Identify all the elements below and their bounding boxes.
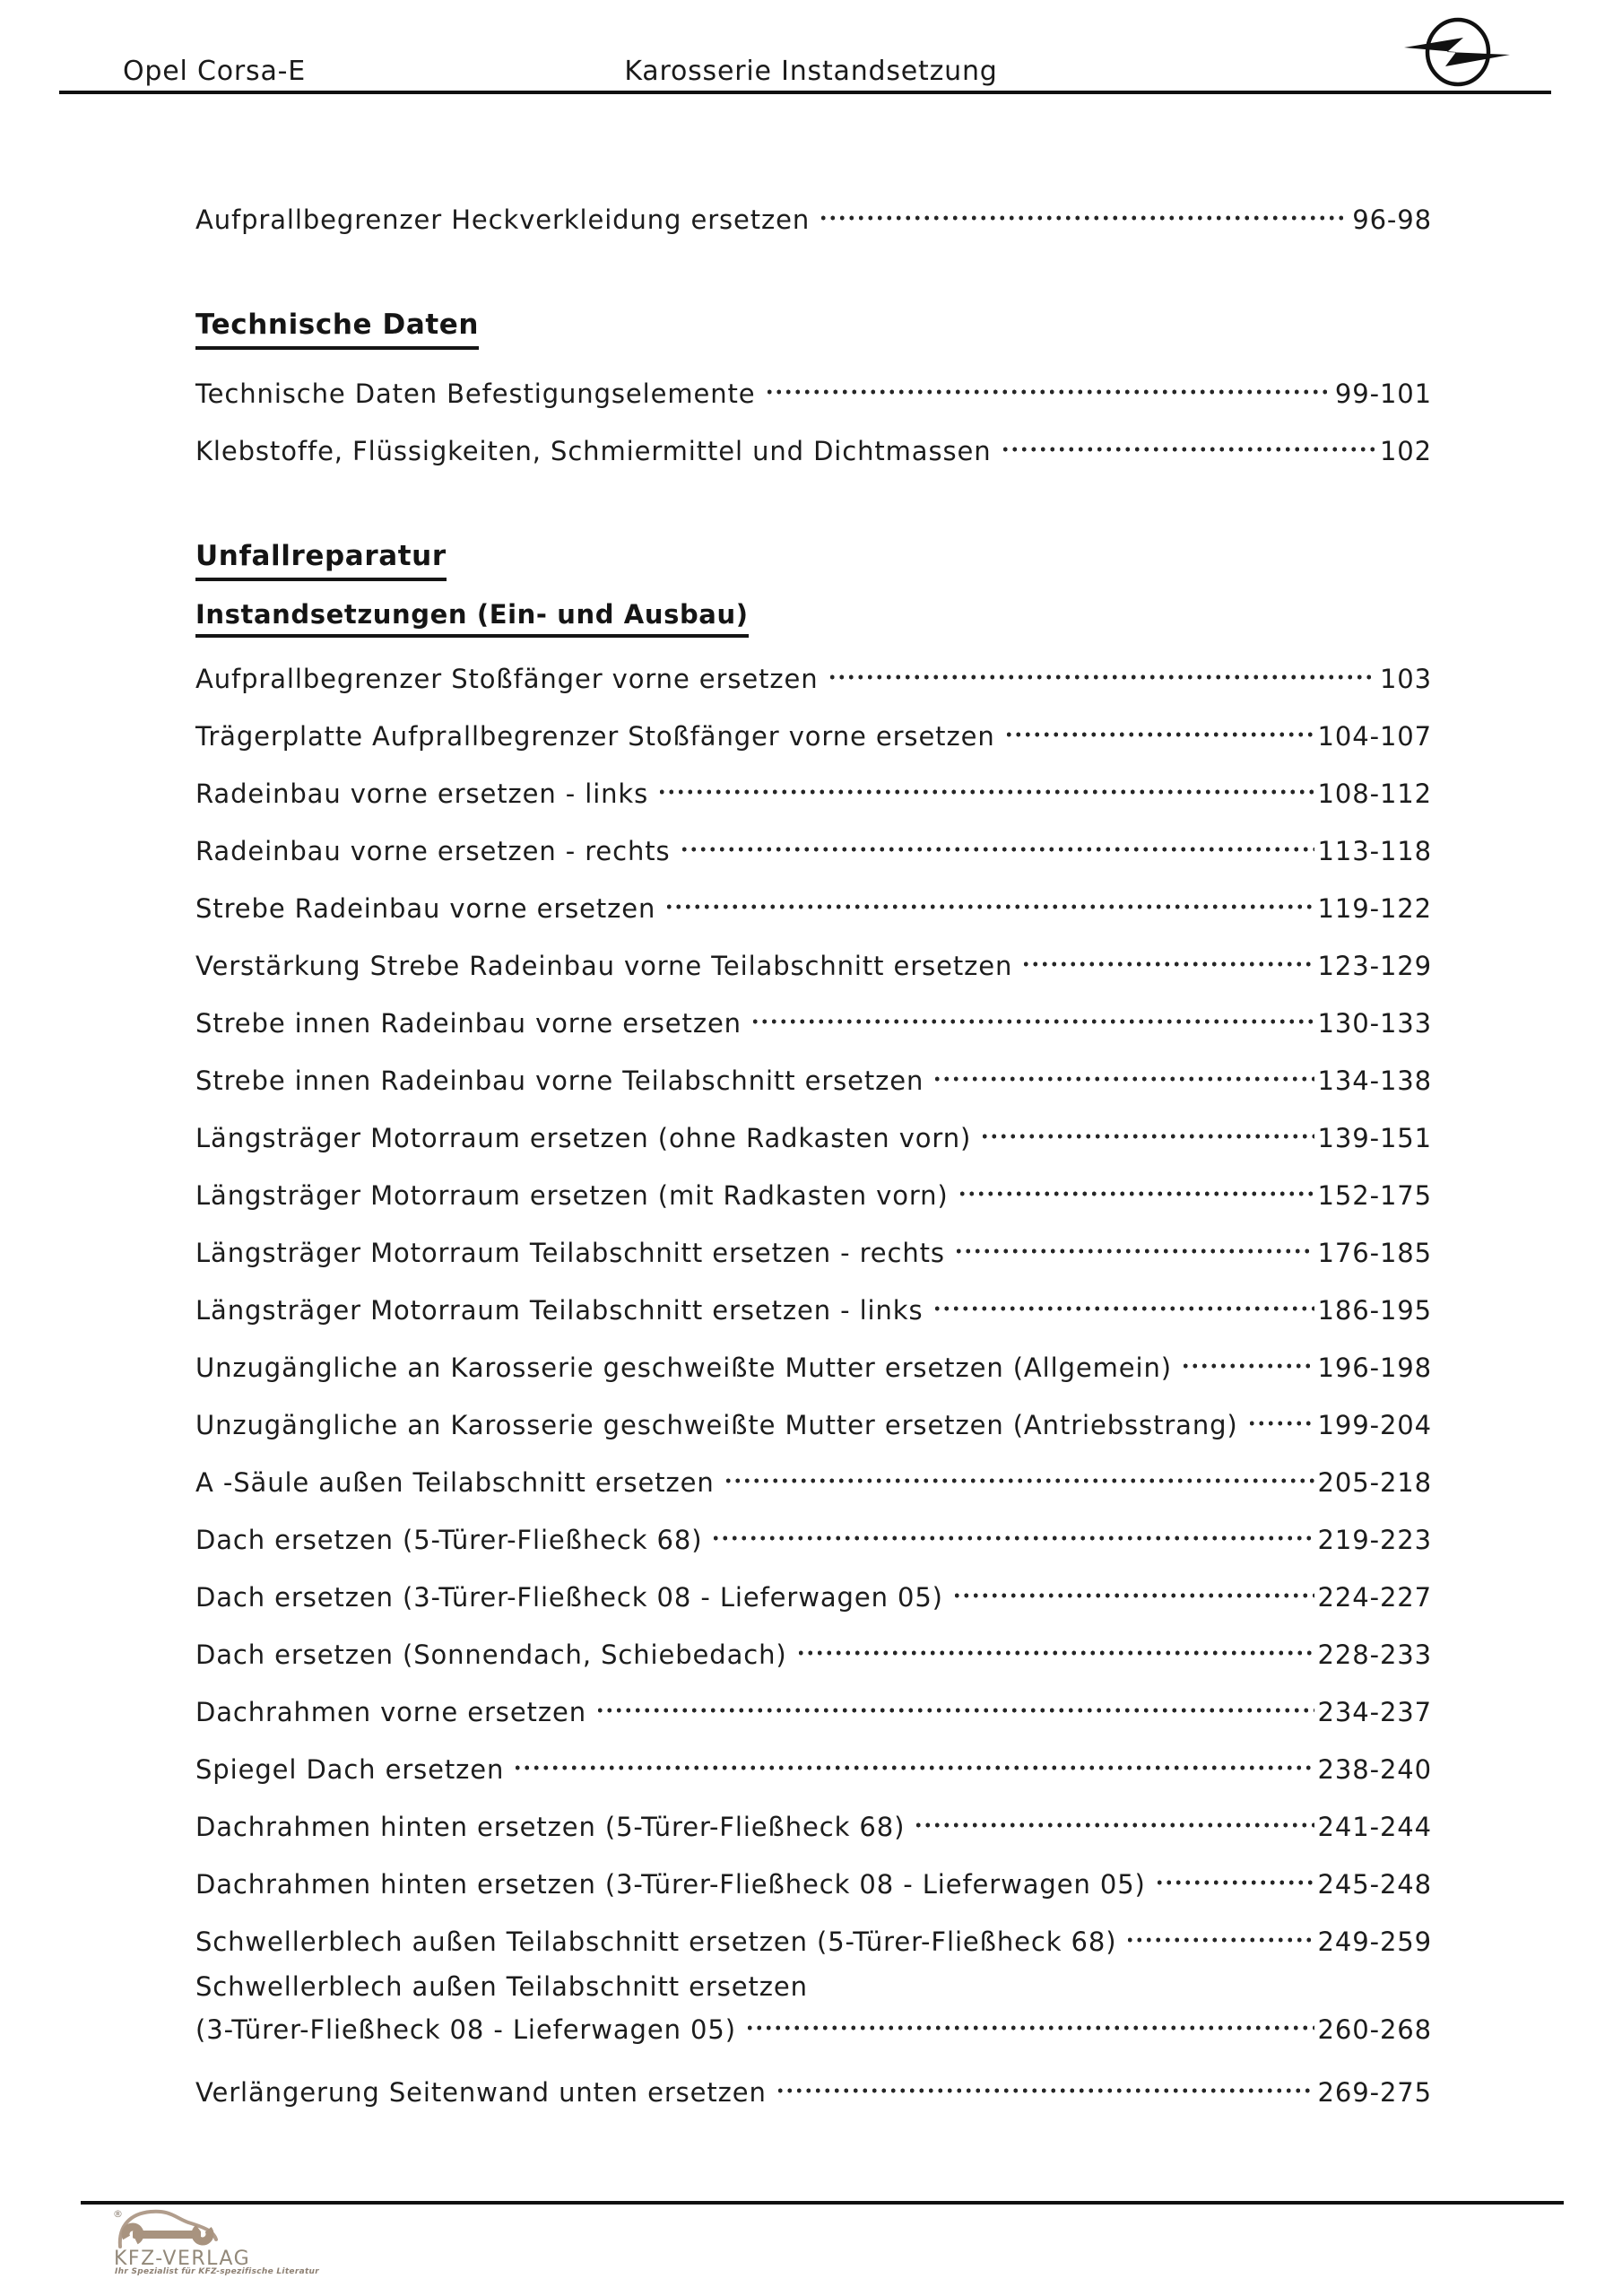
toc-entry-pages: 234-237 [1317,1697,1432,1727]
toc-entry [195,762,1432,820]
dot-leader [657,762,1314,809]
document-section-title: Karosserie Instandsetzung [624,56,998,87]
toc-entry [195,648,1432,705]
toc-entry-pages: 102 [1379,436,1432,466]
header-rule [59,91,1551,94]
toc-entry-label: Dach ersetzen (5-Türer-Fließheck 68) [195,1525,703,1555]
toc-entry-label: Längsträger Motorraum Teilabschnitt ersetzen - rechts [195,1238,945,1268]
toc-entry [195,1107,1432,1164]
toc-subsection [195,599,1432,642]
toc-entry [195,705,1432,762]
dot-leader [1001,420,1376,466]
toc-entry-pages: 108-112 [1317,778,1432,809]
toc-entry-pages: 176-185 [1317,1238,1432,1268]
car-wrench-icon [117,2209,224,2252]
toc-entry-label: Strebe innen Radeinbau vorne Teilabschnitt ersetzen [195,1065,924,1096]
toc-entry-two-line [195,1968,1432,2054]
opel-blitz-icon [1404,7,1522,93]
toc-entry-pages: 238-240 [1317,1754,1432,1785]
dot-leader [745,2009,1314,2045]
footer-rule [81,2201,1564,2205]
toc-entry-pages: 99-101 [1334,378,1432,409]
dot-leader [595,1681,1314,1727]
toc-entry-label-line2: (3-Türer-Fließheck 08 - Lieferwagen 05) [195,2014,736,2045]
dot-leader [680,820,1314,866]
toc-entry-label: Dachrahmen hinten ersetzen (5-Türer-Fließheck 68) [195,1812,906,1842]
toc-entry-pages: 224-227 [1317,1582,1432,1613]
toc-entry-label: Längsträger Motorraum ersetzen (ohne Radkasten vorn) [195,1123,972,1153]
toc-entry-label: Trägerplatte Aufprallbegrenzer Stoßfänger vorne ersetzen [195,721,995,752]
toc-entry-label: Technische Daten Befestigungselemente [195,378,756,409]
dot-leader [1247,1394,1314,1440]
section-subheading: Instandsetzungen (Ein- und Ausbau) [195,599,749,638]
toc-entry-label: Strebe innen Radeinbau vorne ersetzen [195,1008,742,1039]
toc-entry-pages: 96-98 [1352,204,1432,235]
toc-entry-label: Dachrahmen vorne ersetzen [195,1697,586,1727]
toc-entry [195,188,1432,246]
toc-entry [195,935,1432,992]
toc-entry-label: Aufprallbegrenzer Stoßfänger vorne ersetzen [195,664,819,694]
publisher-logo-text: KFZ-VERLAG [114,2248,251,2270]
toc-entry-pages: 139-151 [1317,1123,1432,1153]
toc-entry-pages: 119-122 [1317,893,1432,924]
publisher-tagline: Ihr Spezialist für KFZ-spezifische Literatur [115,2267,319,2276]
dot-leader [1004,705,1314,752]
dot-leader [1155,1853,1314,1900]
toc-entry-pages: 152-175 [1317,1180,1432,1211]
toc-entry-label: Spiegel Dach ersetzen [195,1754,505,1785]
toc-entry [195,877,1432,935]
toc-entry-label: Radeinbau vorne ersetzen - links [195,778,649,809]
toc-entry [195,1049,1432,1107]
toc-entry [195,1222,1432,1279]
toc-entry [195,1566,1432,1623]
toc-entry-label: Dach ersetzen (Sonnendach, Schiebedach) [195,1639,787,1670]
toc-entry [195,992,1432,1049]
dot-leader [750,992,1314,1039]
dot-leader [932,1049,1314,1096]
dot-leader [1021,935,1314,981]
toc-entry-pages: 245-248 [1317,1869,1432,1900]
toc-entry [195,1279,1432,1336]
dot-leader [776,2061,1314,2108]
toc-entry-pages: 269-275 [1317,2077,1432,2108]
toc-entry [195,362,1432,420]
toc-entry-pages: 186-195 [1317,1295,1432,1326]
toc-entry-pages: 123-129 [1317,951,1432,981]
dot-leader [954,1222,1314,1268]
toc-entry [195,2061,1432,2118]
dot-leader [828,648,1376,694]
toc-entry [195,1623,1432,1681]
toc-entry-label: Klebstoffe, Flüssigkeiten, Schmiermittel und Dichtmassen [195,436,992,466]
toc-entry-label: Dach ersetzen (3-Türer-Fließheck 08 - Lieferwagen 05) [195,1582,943,1613]
dot-leader [724,1451,1314,1498]
toc-entry [195,1336,1432,1394]
dot-leader [914,1796,1314,1842]
toc-entry [195,1738,1432,1796]
document-model-title: Opel Corsa-E [123,56,307,87]
toc-entry-pages: 260-268 [1317,2014,1432,2045]
toc-section [195,540,1432,585]
dot-leader [711,1509,1314,1555]
dot-leader [1181,1336,1314,1383]
toc-entry-label: Schwellerblech außen Teilabschnitt ersetzen [195,1971,808,2002]
toc-entry-label: Dachrahmen hinten ersetzen (3-Türer-Fließheck 08 - Lieferwagen 05) [195,1869,1146,1900]
toc-entry [195,1853,1432,1910]
toc-entry-pages: 196-198 [1317,1352,1432,1383]
toc-entry-pages: 205-218 [1317,1467,1432,1498]
toc-entry [195,1164,1432,1222]
toc-entry-label: Längsträger Motorraum ersetzen (mit Radkasten vorn) [195,1180,949,1211]
toc-entry-pages: 130-133 [1317,1008,1432,1039]
toc-entry-label: Schwellerblech außen Teilabschnitt ersetzen (5-Türer-Fließheck 68) [195,1926,1117,1957]
toc-entry [195,1681,1432,1738]
toc-entry-label: Verlängerung Seitenwand unten ersetzen [195,2077,767,2108]
toc-entry-label: Verstärkung Strebe Radeinbau vorne Teilabschnitt ersetzen [195,951,1013,981]
toc-entry-pages: 134-138 [1317,1065,1432,1096]
toc-entries-group [195,648,1432,2118]
toc-entry [195,1451,1432,1509]
toc-entry-label: Aufprallbegrenzer Heckverkleidung ersetzen [195,204,811,235]
dot-leader [958,1164,1314,1211]
toc-entries-group [195,362,1432,477]
toc-entry [195,1910,1432,1968]
toc-entry [195,820,1432,877]
toc-entry [195,1796,1432,1853]
toc-entry-pages: 199-204 [1317,1410,1432,1440]
toc-entry-pages: 219-223 [1317,1525,1432,1555]
toc-entry-pages: 113-118 [1317,836,1432,866]
section-heading: Technische Daten [195,309,479,350]
toc-entry-label: Radeinbau vorne ersetzen - rechts [195,836,671,866]
dot-leader [513,1738,1314,1785]
toc-entry-label: Strebe Radeinbau vorne ersetzen [195,893,656,924]
dot-leader [980,1107,1314,1153]
registered-trademark-symbol: ® [113,2208,123,2220]
dot-leader [664,877,1314,924]
toc-entry [195,1509,1432,1566]
toc-entry-label: Unzugängliche an Karosserie geschweißte Mutter ersetzen (Antriebsstrang) [195,1410,1238,1440]
table-of-contents [195,188,1432,2118]
toc-section [195,309,1432,353]
toc-entry-pages: 241-244 [1317,1812,1432,1842]
dot-leader [932,1279,1314,1326]
toc-entry-pages: 249-259 [1317,1926,1432,1957]
section-heading: Unfallreparatur [195,540,447,581]
toc-entry-label: Unzugängliche an Karosserie geschweißte Mutter ersetzen (Allgemein) [195,1352,1172,1383]
toc-entry-label: Längsträger Motorraum Teilabschnitt ersetzen - links [195,1295,924,1326]
dot-leader [765,362,1331,409]
dot-leader [952,1566,1314,1613]
toc-entry-pages: 104-107 [1317,721,1432,752]
toc-entry-pages: 228-233 [1317,1639,1432,1670]
dot-leader [796,1623,1314,1670]
toc-entry-pages: 103 [1379,664,1432,694]
dot-leader [1125,1910,1314,1957]
dot-leader [819,188,1349,235]
toc-entry-label: A -Säule außen Teilabschnitt ersetzen [195,1467,715,1498]
toc-entry [195,420,1432,477]
toc-entry [195,1394,1432,1451]
